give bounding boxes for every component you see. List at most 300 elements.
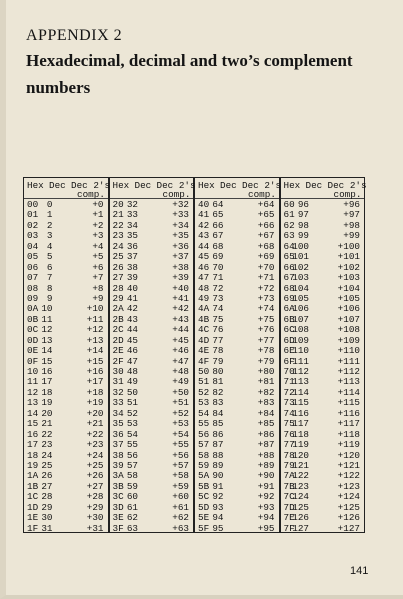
cell-hex: 59 [198,459,210,471]
column-group-3 [195,178,281,532]
cell-twos-comp: +121 [337,459,360,471]
table-row [281,513,365,523]
cell-hex: 1D [27,501,39,513]
cell-twos-comp: +83 [257,397,275,409]
cell-twos-comp: +116 [337,407,360,419]
cell-hex: 55 [198,418,210,430]
cell-twos-comp: +54 [172,428,189,440]
cell-dec: 88 [212,449,224,461]
cell-hex: 41 [198,209,210,221]
cell-twos-comp: +51 [172,397,189,409]
cell-dec: 7 [46,272,53,284]
header-dec: Dec [305,180,323,191]
cell-twos-comp: +5 [92,251,104,263]
cell-dec: 84 [212,407,224,419]
cell-twos-comp: +35 [172,230,189,242]
cell-dec: 51 [126,397,138,409]
cell-twos-comp: +12 [86,324,104,336]
cell-dec: 82 [212,386,224,398]
cell-hex: 32 [112,386,124,398]
cell-hex: 2C [112,324,124,336]
cell-hex: 61 [283,209,295,221]
cell-hex: 10 [27,366,39,377]
cell-hex: 38 [112,449,124,461]
cell-hex: 62 [283,219,295,231]
cell-hex: 66 [283,261,295,273]
cell-twos-comp: +104 [337,282,360,294]
cell-hex: 6E [283,345,295,357]
appendix-label: APPENDIX 2 [26,27,123,44]
cell-twos-comp: +101 [337,251,360,263]
cell-dec: 9 [46,292,53,304]
cell-twos-comp: +9 [92,292,104,304]
cell-twos-comp: +93 [257,501,275,513]
cell-dec: 89 [212,459,224,471]
cell-dec: 42 [126,303,138,315]
column-header [195,179,282,200]
cell-twos-comp: +3 [92,230,104,242]
cell-hex: 2E [112,345,124,357]
cell-dec: 64 [212,199,224,210]
cell-dec: 65 [212,209,224,221]
cell-twos-comp: +36 [172,240,189,252]
cell-dec: 112 [292,366,309,377]
cell-dec: 43 [126,313,138,325]
cell-dec: 127 [292,522,309,534]
cell-twos-comp: +44 [172,324,189,336]
cell-twos-comp: +86 [257,428,275,440]
cell-hex: 0D [27,334,39,346]
cell-twos-comp: +99 [343,230,360,242]
table-row [195,524,279,534]
header-twos-comp-sub: comp. [333,189,362,200]
cell-dec: 120 [292,449,309,461]
cell-hex: 2A [112,303,124,315]
cell-dec: 8 [46,282,53,294]
cell-twos-comp: +26 [86,470,104,482]
cell-hex: 63 [283,230,295,242]
cell-dec: 15 [41,355,53,367]
cell-twos-comp: +120 [337,449,360,461]
cell-dec: 44 [126,324,138,336]
cell-hex: 02 [27,219,39,231]
cell-dec: 79 [212,355,224,367]
cell-twos-comp: +58 [172,470,189,482]
cell-dec: 32 [126,199,138,210]
cell-hex: 27 [112,272,124,284]
cell-dec: 121 [292,459,309,471]
cell-dec: 0 [46,199,53,210]
cell-twos-comp: +29 [86,501,104,513]
cell-dec: 20 [41,407,53,419]
cell-twos-comp: +38 [172,261,189,273]
cell-twos-comp: +96 [343,199,360,210]
table-row [195,440,279,450]
cell-dec: 6 [46,261,53,273]
table-row [24,513,108,523]
cell-dec: 110 [292,345,309,357]
cell-dec: 74 [212,303,224,315]
cell-dec: 55 [126,439,138,451]
cell-dec: 98 [297,219,309,231]
cell-hex: 33 [112,397,124,409]
header-twos-comp: Dec 2's [156,180,196,191]
header-dec: Dec [134,180,152,191]
cell-twos-comp: +28 [86,491,104,503]
cell-twos-comp: +45 [172,334,189,346]
cell-twos-comp: +106 [337,303,360,315]
cell-dec: 12 [41,324,53,336]
cell-hex: 5B [198,480,210,492]
cell-hex: 24 [112,240,124,252]
cell-dec: 108 [292,324,309,336]
cell-twos-comp: +72 [257,282,275,294]
cell-hex: 25 [112,251,124,263]
cell-twos-comp: +67 [257,230,275,242]
cell-dec: 96 [297,199,309,210]
table-row [195,273,279,283]
cell-twos-comp: +92 [257,491,275,503]
cell-twos-comp: +48 [172,366,189,377]
cell-twos-comp: +2 [92,219,104,231]
cell-hex: 06 [27,261,39,273]
cell-hex: 46 [198,261,210,273]
cell-hex: 01 [27,209,39,221]
table-row [195,513,279,523]
cell-dec: 14 [41,345,53,357]
cell-hex: 1F [27,522,39,534]
cell-dec: 31 [41,522,53,534]
cell-dec: 76 [212,324,224,336]
cell-dec: 56 [126,449,138,461]
cell-hex: 69 [283,292,295,304]
cell-twos-comp: +8 [92,282,104,294]
cell-hex: 35 [112,418,124,430]
cell-twos-comp: +10 [86,303,104,315]
cell-twos-comp: +32 [172,199,189,210]
cell-twos-comp: +47 [172,355,189,367]
cell-hex: 47 [198,272,210,284]
cell-dec: 10 [41,303,53,315]
header-hex: Hex [27,180,44,191]
header-dec: Dec [49,180,66,191]
cell-twos-comp: +74 [257,303,275,315]
cell-twos-comp: +6 [92,261,104,273]
cell-dec: 125 [292,501,309,513]
cell-dec: 58 [126,470,138,482]
cell-dec: 122 [292,470,309,482]
cell-twos-comp: +85 [257,418,275,430]
cell-twos-comp: +105 [337,292,360,304]
cell-hex: 5D [198,501,210,513]
header-twos-comp: Dec 2's [327,180,367,191]
cell-hex: 34 [112,407,124,419]
cell-hex: 6B [283,313,295,325]
cell-hex: 29 [112,292,124,304]
cell-hex: 12 [27,386,39,398]
cell-twos-comp: +69 [257,251,275,263]
cell-hex: 15 [27,418,39,430]
cell-twos-comp: +77 [257,334,275,346]
cell-dec: 86 [212,428,224,440]
cell-twos-comp: +124 [337,491,360,503]
cell-hex: 52 [198,386,210,398]
cell-hex: 50 [198,366,210,377]
cell-dec: 113 [292,376,309,388]
cell-twos-comp: +84 [257,407,275,419]
cell-hex: 08 [27,282,39,294]
cell-dec: 16 [41,366,53,377]
cell-twos-comp: +25 [86,459,104,471]
header-twos-comp-sub: comp. [162,189,191,200]
cell-hex: 43 [198,230,210,242]
column-header [281,179,365,199]
cell-dec: 1 [46,209,53,221]
header-hex: Hex [198,180,215,191]
table-row [195,346,279,356]
table-row [24,524,108,534]
column-group-4 [281,178,365,532]
cell-dec: 123 [292,480,309,492]
table-row [110,273,194,283]
cell-dec: 114 [292,386,309,398]
cell-dec: 27 [41,480,53,492]
cell-twos-comp: +81 [257,376,275,388]
cell-hex: 6C [283,324,295,336]
cell-dec: 104 [292,282,309,294]
cell-hex: 4E [198,345,210,357]
cell-hex: 67 [283,272,295,284]
cell-hex: 0A [27,303,39,315]
cell-twos-comp: +82 [257,386,275,398]
cell-dec: 23 [41,439,53,451]
cell-twos-comp: +89 [257,459,275,471]
header-twos-comp: Dec 2's [71,180,111,191]
header-hex: Hex [112,180,130,191]
cell-dec: 40 [126,282,138,294]
cell-hex: 76 [283,428,295,440]
cell-dec: 63 [126,522,138,534]
cell-dec: 17 [41,376,53,388]
column-group-1 [24,178,110,532]
table-row [281,273,365,283]
cell-twos-comp: +39 [172,272,189,284]
cell-hex: 70 [283,366,295,377]
cell-dec: 92 [212,491,224,503]
cell-twos-comp: +119 [337,439,360,451]
cell-hex: 2F [112,355,124,367]
cell-hex: 03 [27,230,39,242]
cell-twos-comp: +64 [257,199,275,210]
cell-dec: 69 [212,251,224,263]
cell-hex: 7B [283,480,295,492]
cell-twos-comp: +33 [172,209,189,221]
cell-dec: 30 [41,512,53,524]
cell-dec: 57 [126,459,138,471]
cell-hex: 1E [27,512,39,524]
cell-twos-comp: +15 [86,355,104,367]
cell-hex: 0C [27,324,39,336]
cell-hex: 72 [283,386,295,398]
cell-hex: 14 [27,407,39,419]
cell-dec: 41 [126,292,138,304]
cell-dec: 100 [292,240,309,252]
cell-hex: 3C [112,491,124,503]
cell-dec: 102 [292,261,309,273]
cell-dec: 22 [41,428,53,440]
cell-dec: 11 [41,313,53,325]
page-number: 141 [350,565,369,577]
cell-twos-comp: +117 [337,418,360,430]
table-row [24,440,108,450]
cell-dec: 126 [292,512,309,524]
cell-dec: 90 [212,470,224,482]
cell-hex: 42 [198,219,210,231]
cell-dec: 103 [292,272,309,284]
cell-dec: 35 [126,230,138,242]
cell-hex: 68 [283,282,295,294]
cell-dec: 93 [212,501,224,513]
cell-twos-comp: +57 [172,459,189,471]
cell-hex: 71 [283,376,295,388]
cell-twos-comp: +115 [337,397,360,409]
cell-hex: 21 [112,209,124,221]
cell-twos-comp: +31 [86,522,104,534]
cell-hex: 4F [198,355,210,367]
table-row [24,273,108,283]
cell-twos-comp: +23 [86,439,104,451]
cell-dec: 106 [292,303,309,315]
cell-twos-comp: +49 [172,376,189,388]
cell-hex: 5C [198,491,210,503]
cell-dec: 109 [292,334,309,346]
cell-hex: 19 [27,459,39,471]
cell-hex: 39 [112,459,124,471]
header-dec: Dec [220,180,237,191]
table-row [281,524,365,534]
cell-hex: 2B [112,313,124,325]
cell-twos-comp: +18 [86,386,104,398]
cell-dec: 28 [41,491,53,503]
cell-twos-comp: +90 [257,470,275,482]
cell-twos-comp: +52 [172,407,189,419]
cell-hex: 2D [112,334,124,346]
cell-dec: 24 [41,449,53,461]
cell-twos-comp: +109 [337,334,360,346]
cell-dec: 97 [297,209,309,221]
cell-twos-comp: +123 [337,480,360,492]
page-title: Hexadecimal, decimal and two’s complement numbers [26,51,353,97]
cell-hex: 18 [27,449,39,461]
cell-hex: 11 [27,376,39,388]
cell-hex: 6D [283,334,295,346]
cell-hex: 7A [283,470,295,482]
cell-hex: 07 [27,272,39,284]
cell-twos-comp: +71 [257,272,275,284]
cell-hex: 0B [27,313,39,325]
cell-hex: 30 [112,366,124,377]
header-twos-comp-sub: comp. [77,189,105,200]
cell-dec: 47 [126,355,138,367]
cell-dec: 119 [292,439,309,451]
cell-dec: 71 [212,272,224,284]
cell-twos-comp: +50 [172,386,189,398]
cell-hex: 05 [27,251,39,263]
cell-dec: 91 [212,480,224,492]
cell-dec: 36 [126,240,138,252]
cell-twos-comp: +113 [337,376,360,388]
cell-hex: 00 [27,199,39,210]
cell-twos-comp: +100 [337,240,360,252]
cell-twos-comp: +42 [172,303,189,315]
cell-dec: 26 [41,470,53,482]
cell-twos-comp: +63 [172,522,189,534]
cell-twos-comp: +75 [257,313,275,325]
cell-twos-comp: +20 [86,407,104,419]
cell-twos-comp: +46 [172,345,189,357]
cell-twos-comp: +80 [257,366,275,377]
cell-dec: 68 [212,240,224,252]
cell-hex: 75 [283,418,295,430]
cell-twos-comp: +76 [257,324,275,336]
cell-twos-comp: +17 [86,376,104,388]
cell-dec: 107 [292,313,309,325]
conversion-table [23,177,365,533]
cell-hex: 0E [27,345,39,357]
cell-dec: 73 [212,292,224,304]
cell-dec: 94 [212,512,224,524]
cell-hex: 36 [112,428,124,440]
table-row [110,513,194,523]
cell-twos-comp: +21 [86,418,104,430]
cell-hex: 5A [198,470,210,482]
cell-dec: 2 [46,219,53,231]
cell-dec: 39 [126,272,138,284]
cell-dec: 60 [126,491,138,503]
table-row [110,524,194,534]
cell-hex: 7E [283,512,295,524]
cell-hex: 74 [283,407,295,419]
cell-dec: 116 [292,407,309,419]
cell-twos-comp: +13 [86,334,104,346]
cell-dec: 29 [41,501,53,513]
cell-dec: 38 [126,261,138,273]
cell-hex: 5F [198,522,210,534]
cell-twos-comp: +30 [86,512,104,524]
cell-hex: 44 [198,240,210,252]
cell-twos-comp: +53 [172,418,189,430]
cell-hex: 53 [198,397,210,409]
cell-hex: 16 [27,428,39,440]
cell-dec: 87 [212,439,224,451]
cell-dec: 101 [292,251,309,263]
cell-twos-comp: +112 [337,366,360,377]
cell-twos-comp: +27 [86,480,104,492]
column-group-2 [110,178,196,532]
cell-hex: 60 [283,199,295,210]
cell-twos-comp: +91 [257,480,275,492]
cell-twos-comp: +88 [257,449,275,461]
table-row [281,346,365,356]
cell-dec: 85 [212,418,224,430]
cell-twos-comp: +19 [86,397,104,409]
cell-hex: 78 [283,449,295,461]
cell-hex: 57 [198,439,210,451]
cell-twos-comp: +11 [86,313,104,325]
table-row [110,440,194,450]
cell-twos-comp: +56 [172,449,189,461]
cell-hex: 13 [27,397,39,409]
